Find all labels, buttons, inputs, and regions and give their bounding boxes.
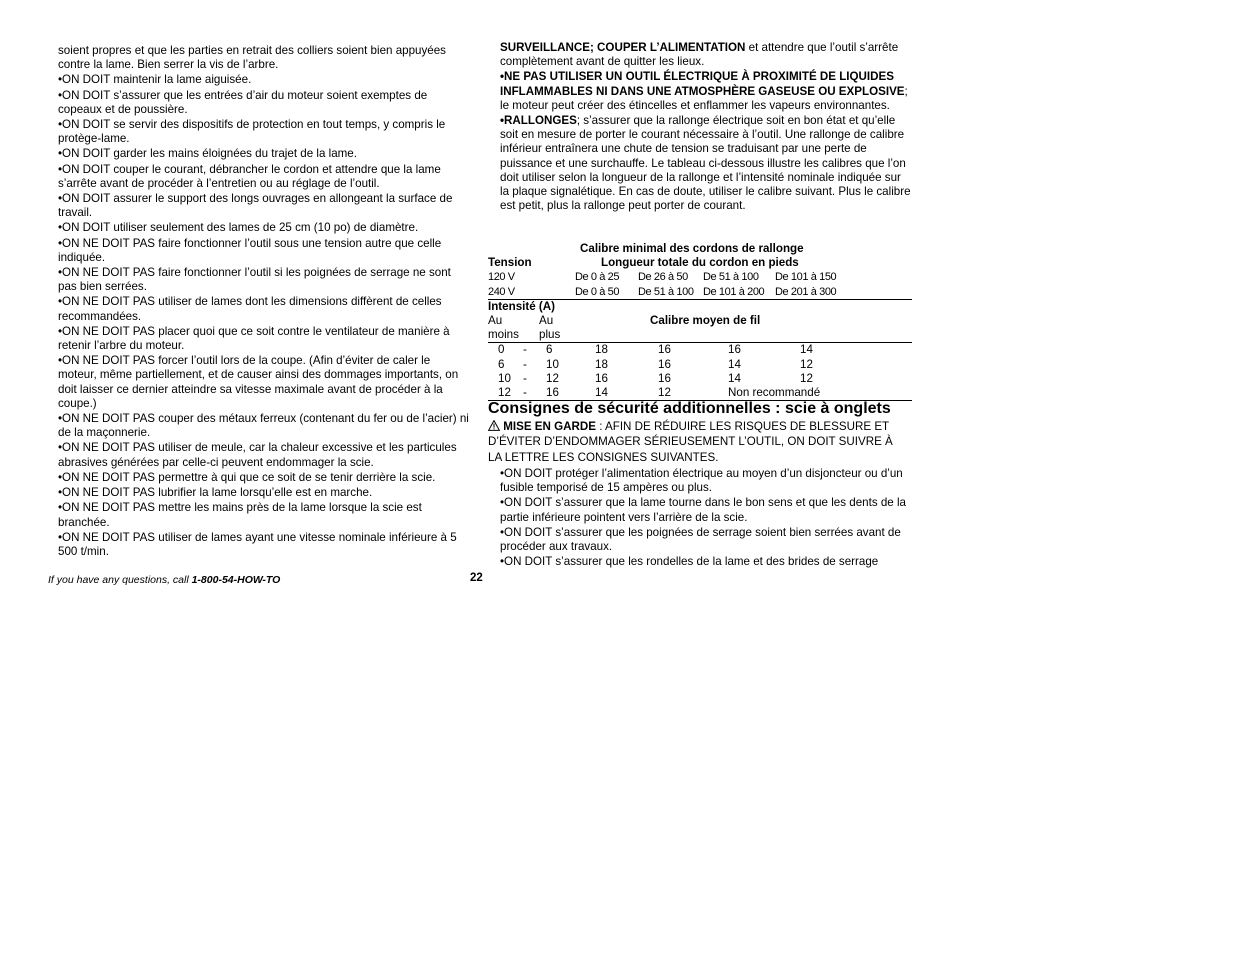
amp-label: Intensité (A) [488, 299, 555, 313]
table-cell: - [523, 343, 527, 357]
bold-text: SURVEILLANCE; COUPER L’ALIMENTATION [500, 41, 746, 54]
voltage-240: 240 V [488, 285, 515, 298]
bullet-item: •ON NE DOIT PAS forcer l’outil lors de la coupe. (Afin d’éviter de caler le moteur, même partiellement, et de causer ainsi des dommages importants, on doit laisser ce dernier atteindre sa vitesse maximale avant de procéder à la coupe.) [58, 354, 459, 410]
section-heading: Consignes de sécurité additionnelles : scie à onglets [488, 400, 891, 417]
phone-number: 1-800-54-HOW-TO [191, 574, 281, 586]
length-cell: De 101 à 150 [775, 271, 837, 284]
text: ; s’assurer que la rallonge électrique soit en bon état et qu’elle soit en mesure de porter le courant nécessaire à l’outil. Une rallonge de calibre inférieur entraînera une chute de tension se traduisant par une perte de puissance et une surchauffe. Le tableau ci-dessous illustre les calibres que l’on doit utiliser selon la longueur de la rallonge et l’intensité nominale indiquée sur la plaque signalétique. En cas de doute, utiliser le calibre suivant. Plus le calibre est petit, plus la rallonge peut porter de courant. [500, 114, 911, 213]
table-cell: - [523, 371, 527, 385]
bullet-item: •ON NE DOIT PAS lubrifier la lame lorsqu’elle est en marche. [58, 486, 373, 500]
length-cell: De 26 à 50 [638, 271, 688, 284]
bullet-item: •ON NE DOIT PAS permettre à qui que ce soit de se tenir derrière la scie. [58, 470, 436, 484]
text: ; le moteur peut créer des étincelles et enflammer les vapeurs environnantes. [500, 84, 908, 112]
table-row [488, 386, 912, 401]
paragraph-extension-cords [500, 114, 912, 213]
table-title: Calibre minimal des cordons de rallonge [580, 242, 804, 255]
bullet-item: •ON DOIT assurer le support des longs ouvrages en allongeant la surface de travail. [58, 192, 453, 220]
table-cell: 16 [658, 357, 671, 371]
au-label: Au [539, 313, 554, 327]
table-row [488, 372, 912, 386]
table-amp-row [488, 299, 912, 314]
warning-paragraph [488, 419, 908, 465]
plus-label: plus [539, 328, 561, 342]
length-cell: De 201 à 300 [775, 285, 837, 298]
bold-text: •NE PAS UTILISER UN OUTIL ÉLECTRIQUE À PROXIMITÉ DE LIQUIDES INFLAMMABLES NI DANS UNE ATMOSPHÈRE GASEUSE OU EXPLOSIVE [500, 70, 905, 98]
paragraph: soient propres et que les parties en retrait des colliers soient bien appuyées contre la lame. Bien serrer la vis de l’arbre. [58, 44, 446, 72]
table-cell: 10 [546, 357, 559, 371]
text: et attendre que l’outil s’arrête complètement avant de quitter les lieux. [500, 41, 899, 69]
table-cell: 14 [728, 371, 741, 385]
bullet-item: •ON NE DOIT PAS utiliser de lames dont les dimensions diffèrent de celles recommandées. [58, 295, 442, 323]
table-cell: 6 [498, 357, 505, 371]
table-row-120v [488, 270, 912, 284]
warning-label: MISE EN GARDE [503, 420, 596, 433]
bullet-item: •ON DOIT s’assurer que la lame tourne dans le bon sens et que les dents de la partie inférieure pointent vers l’arrière de la scie. [500, 496, 906, 524]
length-cell: De 0 à 50 [575, 285, 620, 298]
table-cell: 0 [498, 343, 505, 357]
paragraph-flammable-warning [500, 70, 912, 113]
footer-text: If you have any questions, call [48, 574, 192, 586]
table-cell: 14 [595, 385, 608, 399]
table-title-row [488, 242, 912, 256]
table-cell: 16 [595, 371, 608, 385]
miter-saw-bullets [500, 467, 912, 570]
table-cell: 10 [498, 371, 511, 385]
bullet-item: •ON DOIT s’assurer que les poignées de serrage soient bien serrées avant de procéder aux travaux. [500, 525, 901, 554]
page-number: 22 [470, 572, 483, 584]
table-cell: 6 [546, 343, 553, 357]
bullet-item: •ON DOIT garder les mains éloignées du trajet de la lame. [58, 147, 357, 161]
table-row [488, 342, 912, 357]
voltage-120: 120 V [488, 271, 515, 284]
moins-label: moins [488, 328, 519, 342]
bullet-item: •ON DOIT protéger l’alimentation électrique au moyen d’un disjoncteur ou d’un fusible temporisé de 15 ampères ou plus. [500, 467, 903, 495]
warning-triangle-icon [488, 420, 500, 431]
bullet-item: •ON DOIT couper le courant, débrancher le cordon et attendre que la lame s’arrête avant de procéder à l’entretien ou au réglage de l’outil. [58, 162, 441, 190]
bullet-item: •ON NE DOIT PAS placer quoi que ce soit contre le ventilateur de manière à retenir l’arbre du moteur. [58, 324, 450, 353]
table-cell: - [523, 385, 527, 399]
table-cell: 12 [546, 371, 559, 385]
bullet-item: •ON DOIT utiliser seulement des lames de 25 cm (10 po) de diamètre. [58, 221, 419, 235]
left-column [58, 44, 470, 560]
table-cell: Non recommandé [728, 385, 821, 399]
bullet-item: •ON NE DOIT PAS faire fonctionner l’outil si les poignées de serrage ne sont pas bien serrées. [58, 266, 451, 294]
table-row-240v [488, 285, 912, 299]
table-cell: 16 [546, 385, 559, 399]
table-cell: - [523, 357, 527, 371]
table-cell: 12 [800, 371, 813, 385]
extension-cord-table [488, 242, 912, 401]
bullet-item: •ON NE DOIT PAS mettre les mains près de la lame lorsque la scie est branchée. [58, 501, 422, 529]
table-cell: 12 [498, 385, 511, 399]
table-header-row [488, 256, 912, 270]
tension-label: Tension [488, 256, 532, 270]
bullet-item: •ON DOIT s’assurer que les entrées d’air du moteur soient exemptes de copeaux et de poussière. [58, 88, 428, 116]
table-cell: 12 [658, 385, 671, 399]
bullet-item: •ON NE DOIT PAS couper des métaux ferreux (contenant du fer ou de l’acier) ni de la maçonnerie. [58, 412, 469, 440]
bullet-item: •ON DOIT s’assurer que les rondelles de la lame et des brides de serrage [500, 555, 879, 569]
length-label: Longueur totale du cordon en pieds [601, 256, 799, 270]
table-cell: 18 [595, 343, 608, 357]
table-cell: 12 [800, 357, 813, 371]
paragraph-surveillance [500, 41, 912, 69]
length-cell: De 0 à 25 [575, 271, 620, 284]
bullet-item: •ON DOIT se servir des dispositifs de protection en tout temps, y compris le protège-lame. [58, 118, 446, 146]
warning-text: : AFIN DE RÉDUIRE LES RISQUES DE BLESSURE ET D’ÉVITER D’ENDOMMAGER SÉRIEUSEMENT L’OUTIL, ON DOIT SUIVRE À LA LETTRE LES CONSIGNES SUIVANTES. [488, 420, 893, 464]
table-au-row [488, 314, 912, 328]
table-cell: 16 [658, 371, 671, 385]
gauge-label: Calibre moyen de fil [650, 313, 761, 327]
bullet-item: •ON DOIT maintenir la lame aiguisée. [58, 73, 252, 87]
table-cell: 18 [595, 357, 608, 371]
table-row [488, 358, 912, 372]
footer-contact [48, 574, 280, 586]
bullet-item: •ON NE DOIT PAS utiliser de meule, car la chaleur excessive et les particules abrasives générées par celle-ci peuvent endommager la scie. [58, 441, 457, 469]
table-cell: 14 [800, 343, 813, 357]
length-cell: De 101 à 200 [703, 285, 765, 298]
table-cell: 16 [728, 343, 741, 357]
bullet-item: •ON NE DOIT PAS utiliser de lames ayant une vitesse nominale inférieure à 5 500 t/min. [58, 530, 457, 558]
length-cell: De 51 à 100 [703, 271, 759, 284]
bullet-item: •ON NE DOIT PAS faire fonctionner l’outil sous une tension autre que celle indiquée. [58, 236, 442, 264]
table-moins-row [488, 328, 912, 342]
right-column [500, 41, 912, 214]
bold-text: •RALLONGES [500, 114, 577, 128]
table-cell: 14 [728, 357, 741, 371]
table-cell: 16 [658, 343, 671, 357]
length-cell: De 51 à 100 [638, 285, 694, 298]
au-label: Au [488, 313, 503, 327]
